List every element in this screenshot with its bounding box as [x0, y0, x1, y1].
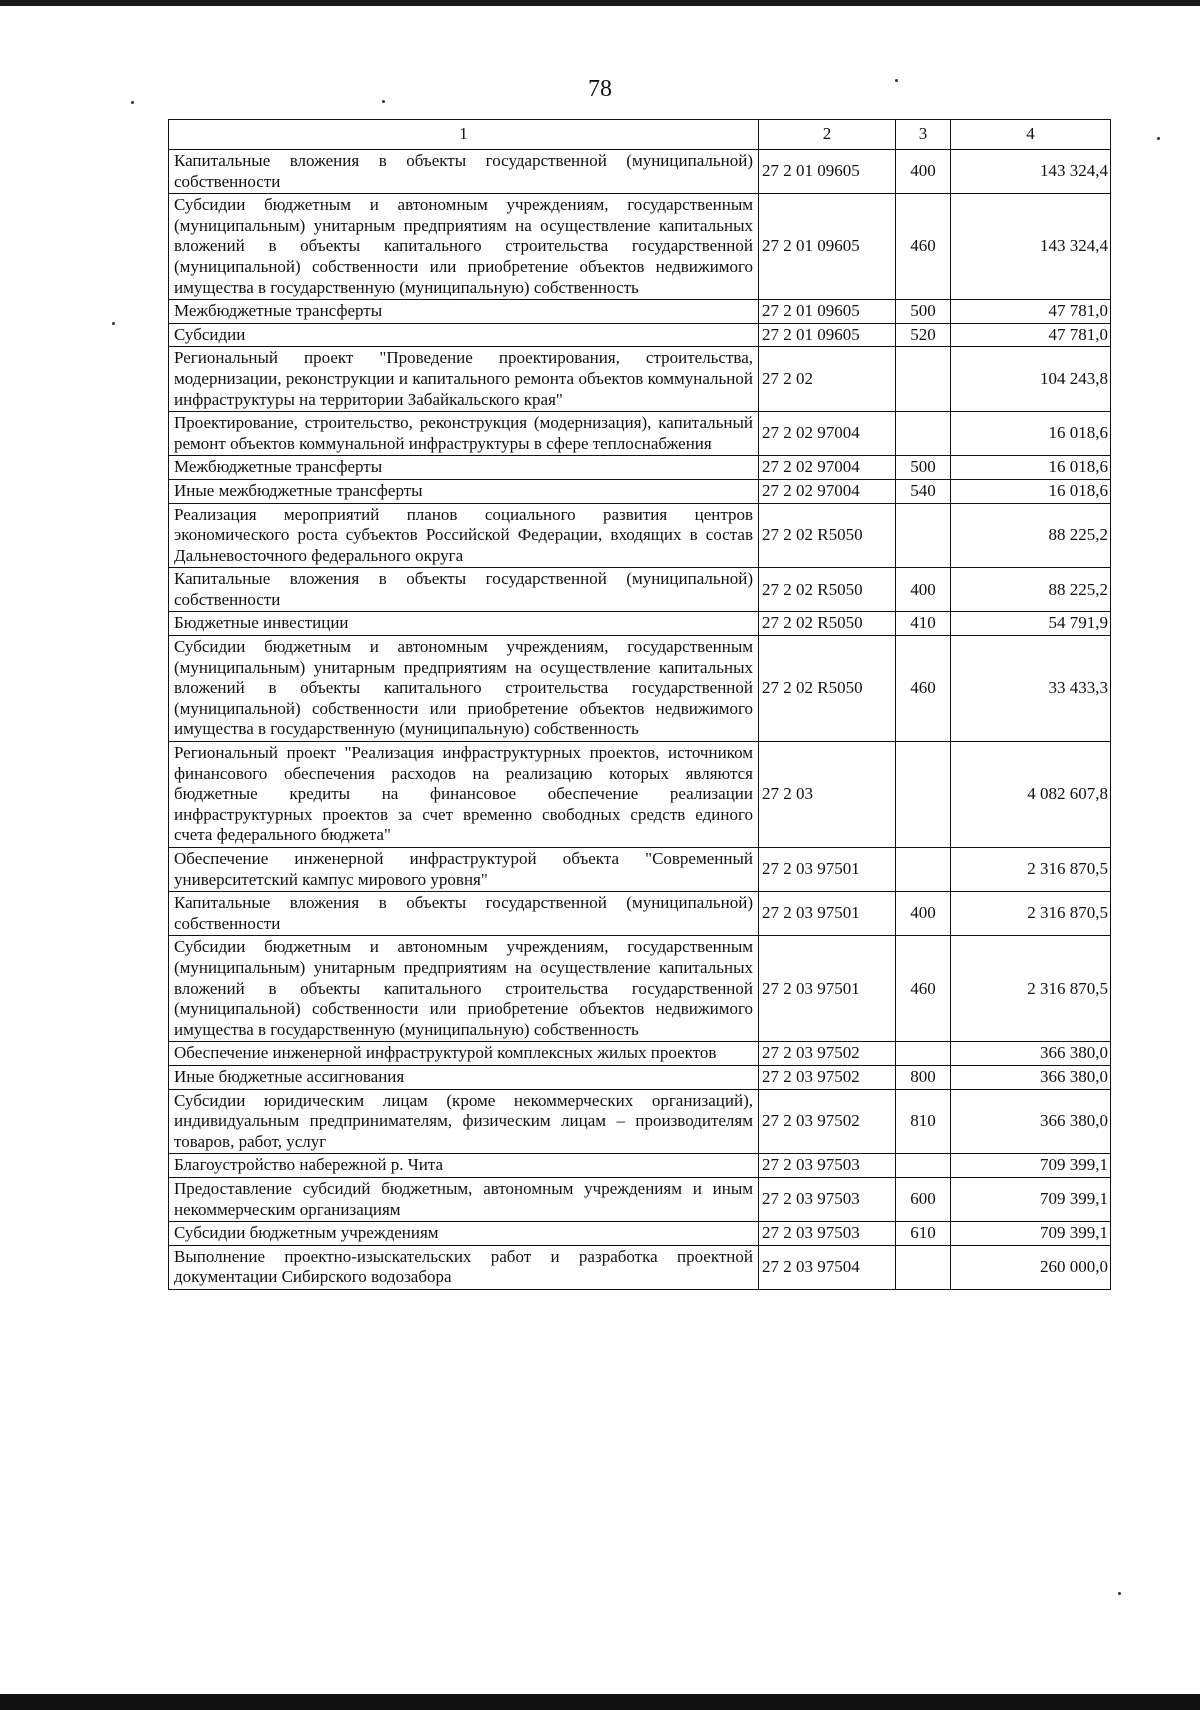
row-vr-cell: 400 [896, 568, 951, 612]
table-row [169, 300, 1111, 324]
row-code-cell: 27 2 03 97504 [759, 1245, 896, 1289]
row-name-cell: Субсидии бюджетным и автономным учреждениям, государственным (муниципальным) унитарным предприятиям на осуществление капитальных вложений в объекты капитального строительства государственной (муниципальной) собственности или приобретение объектов недвижимого имущества в государственную (муниципальную) собственность [169, 936, 759, 1042]
scan-top-edge [0, 0, 1200, 6]
row-code-cell: 27 2 03 97502 [759, 1089, 896, 1154]
row-vr-cell: 410 [896, 612, 951, 636]
table-row [169, 848, 1111, 892]
column-header-amount: 4 [951, 120, 1111, 150]
table-row [169, 742, 1111, 848]
row-vr-cell: 460 [896, 636, 951, 742]
row-name-cell: Капитальные вложения в объекты государственной (муниципальной) собственности [169, 568, 759, 612]
row-code-cell: 27 2 02 97004 [759, 479, 896, 503]
row-amount-cell: 54 791,9 [951, 612, 1111, 636]
row-amount-cell: 366 380,0 [951, 1065, 1111, 1089]
table-row [169, 1154, 1111, 1178]
row-code-cell: 27 2 03 97503 [759, 1222, 896, 1246]
row-vr-cell: 400 [896, 150, 951, 194]
row-vr-cell [896, 1154, 951, 1178]
row-name-cell: Субсидии бюджетным учреждениям [169, 1222, 759, 1246]
row-amount-cell: 4 082 607,8 [951, 742, 1111, 848]
row-name-cell: Реализация мероприятий планов социального развития центров экономического роста субъектов Российской Федерации, входящих в состав Дальневосточного федерального округа [169, 503, 759, 568]
row-name-cell: Бюджетные инвестиции [169, 612, 759, 636]
row-amount-cell: 709 399,1 [951, 1154, 1111, 1178]
row-code-cell: 27 2 03 97501 [759, 892, 896, 936]
row-amount-cell: 88 225,2 [951, 568, 1111, 612]
row-name-cell: Субсидии юридическим лицам (кроме некоммерческих организаций), индивидуальным предпринимателям, физическим лицам – производителям товаров, работ, услуг [169, 1089, 759, 1154]
row-code-cell: 27 2 03 97503 [759, 1154, 896, 1178]
table-row [169, 323, 1111, 347]
column-header-name: 1 [169, 120, 759, 150]
row-name-cell: Иные бюджетные ассигнования [169, 1065, 759, 1089]
row-code-cell: 27 2 03 97501 [759, 848, 896, 892]
row-code-cell: 27 2 01 09605 [759, 300, 896, 324]
page-number: 78 [588, 76, 612, 102]
row-code-cell: 27 2 02 R5050 [759, 568, 896, 612]
row-vr-cell: 540 [896, 479, 951, 503]
row-amount-cell: 260 000,0 [951, 1245, 1111, 1289]
row-name-cell: Субсидии бюджетным и автономным учреждениям, государственным (муниципальным) унитарным предприятиям на осуществление капитальных вложений в объекты капитального строительства государственной (муниципальной) собственности или приобретение объектов недвижимого имущества в государственную (муниципальную) собственность [169, 194, 759, 300]
scan-speck [1157, 137, 1160, 140]
row-vr-cell: 810 [896, 1089, 951, 1154]
row-name-cell: Региональный проект "Реализация инфраструктурных проектов, источником финансового обеспечения расходов на реализацию которых являются бюджетные кредиты на финансовое обеспечение реализации инфраструктурных проектов за счет временно свободных средств единого счета федерального бюджета" [169, 742, 759, 848]
scan-speck [112, 322, 115, 325]
row-amount-cell: 104 243,8 [951, 347, 1111, 412]
table-header-row [169, 120, 1111, 150]
table-row [169, 1065, 1111, 1089]
row-amount-cell: 47 781,0 [951, 300, 1111, 324]
scan-speck [895, 79, 898, 82]
row-amount-cell: 2 316 870,5 [951, 848, 1111, 892]
row-name-cell: Предоставление субсидий бюджетным, автономным учреждениям и иным некоммерческим организациям [169, 1177, 759, 1221]
table-row [169, 1177, 1111, 1221]
row-vr-cell: 400 [896, 892, 951, 936]
row-vr-cell: 600 [896, 1177, 951, 1221]
table-row [169, 636, 1111, 742]
row-vr-cell: 500 [896, 456, 951, 480]
row-amount-cell: 16 018,6 [951, 412, 1111, 456]
row-amount-cell: 33 433,3 [951, 636, 1111, 742]
row-name-cell: Проектирование, строительство, реконструкция (модернизация), капитальный ремонт объектов коммунальной инфраструктуры в сфере теплоснабжения [169, 412, 759, 456]
row-amount-cell: 47 781,0 [951, 323, 1111, 347]
row-code-cell: 27 2 02 R5050 [759, 612, 896, 636]
row-code-cell: 27 2 01 09605 [759, 194, 896, 300]
row-vr-cell [896, 742, 951, 848]
row-amount-cell: 2 316 870,5 [951, 936, 1111, 1042]
budget-table [168, 119, 1111, 1290]
row-amount-cell: 88 225,2 [951, 503, 1111, 568]
row-vr-cell: 460 [896, 194, 951, 300]
row-vr-cell [896, 1042, 951, 1066]
row-name-cell: Обеспечение инженерной инфраструктурой комплексных жилых проектов [169, 1042, 759, 1066]
row-amount-cell: 366 380,0 [951, 1089, 1111, 1154]
row-vr-cell: 610 [896, 1222, 951, 1246]
table-row [169, 194, 1111, 300]
row-name-cell: Иные межбюджетные трансферты [169, 479, 759, 503]
row-vr-cell [896, 1245, 951, 1289]
table-row [169, 150, 1111, 194]
row-amount-cell: 16 018,6 [951, 456, 1111, 480]
row-name-cell: Межбюджетные трансферты [169, 456, 759, 480]
row-amount-cell: 143 324,4 [951, 150, 1111, 194]
row-name-cell: Региональный проект "Проведение проектирования, строительства, модернизации, реконструкции и капитального ремонта объектов коммунальной инфраструктуры на территории Забайкальского края" [169, 347, 759, 412]
row-code-cell: 27 2 02 R5050 [759, 636, 896, 742]
row-name-cell: Субсидии бюджетным и автономным учреждениям, государственным (муниципальным) унитарным предприятиям на осуществление капитальных вложений в объекты капитального строительства государственной (муниципальной) собственности или приобретение объектов недвижимого имущества в государственную (муниципальную) собственность [169, 636, 759, 742]
row-vr-cell [896, 503, 951, 568]
table-row [169, 479, 1111, 503]
table-row [169, 936, 1111, 1042]
table-row [169, 503, 1111, 568]
row-code-cell: 27 2 03 97502 [759, 1042, 896, 1066]
scan-speck [382, 100, 385, 103]
scan-speck [1118, 1592, 1121, 1595]
row-code-cell: 27 2 02 R5050 [759, 503, 896, 568]
table-row [169, 1222, 1111, 1246]
row-name-cell: Капитальные вложения в объекты государственной (муниципальной) собственности [169, 892, 759, 936]
row-name-cell: Благоустройство набережной р. Чита [169, 1154, 759, 1178]
row-vr-cell [896, 412, 951, 456]
row-vr-cell: 460 [896, 936, 951, 1042]
row-vr-cell [896, 347, 951, 412]
row-vr-cell: 520 [896, 323, 951, 347]
row-name-cell: Субсидии [169, 323, 759, 347]
row-code-cell: 27 2 02 97004 [759, 456, 896, 480]
column-header-code: 2 [759, 120, 896, 150]
row-name-cell: Выполнение проектно-изыскательских работ и разработка проектной документации Сибирского водозабора [169, 1245, 759, 1289]
row-name-cell: Обеспечение инженерной инфраструктурой объекта "Современный университетский кампус мирового уровня" [169, 848, 759, 892]
column-header-vr: 3 [896, 120, 951, 150]
row-amount-cell: 709 399,1 [951, 1177, 1111, 1221]
row-vr-cell [896, 848, 951, 892]
row-name-cell: Капитальные вложения в объекты государственной (муниципальной) собственности [169, 150, 759, 194]
row-code-cell: 27 2 03 97501 [759, 936, 896, 1042]
row-code-cell: 27 2 02 [759, 347, 896, 412]
row-vr-cell: 800 [896, 1065, 951, 1089]
scan-bottom-edge [0, 1694, 1200, 1710]
table-row [169, 892, 1111, 936]
table-row [169, 568, 1111, 612]
table-row [169, 1245, 1111, 1289]
row-code-cell: 27 2 03 [759, 742, 896, 848]
row-amount-cell: 16 018,6 [951, 479, 1111, 503]
row-code-cell: 27 2 01 09605 [759, 150, 896, 194]
row-amount-cell: 2 316 870,5 [951, 892, 1111, 936]
row-code-cell: 27 2 03 97502 [759, 1065, 896, 1089]
table-row [169, 456, 1111, 480]
table-body [169, 150, 1111, 1290]
row-code-cell: 27 2 03 97503 [759, 1177, 896, 1221]
table-row [169, 1089, 1111, 1154]
scan-speck [131, 101, 134, 104]
row-code-cell: 27 2 02 97004 [759, 412, 896, 456]
row-vr-cell: 500 [896, 300, 951, 324]
row-amount-cell: 143 324,4 [951, 194, 1111, 300]
table-row [169, 1042, 1111, 1066]
table-row [169, 612, 1111, 636]
row-code-cell: 27 2 01 09605 [759, 323, 896, 347]
row-amount-cell: 709 399,1 [951, 1222, 1111, 1246]
table-row [169, 412, 1111, 456]
row-name-cell: Межбюджетные трансферты [169, 300, 759, 324]
row-amount-cell: 366 380,0 [951, 1042, 1111, 1066]
table-row [169, 347, 1111, 412]
